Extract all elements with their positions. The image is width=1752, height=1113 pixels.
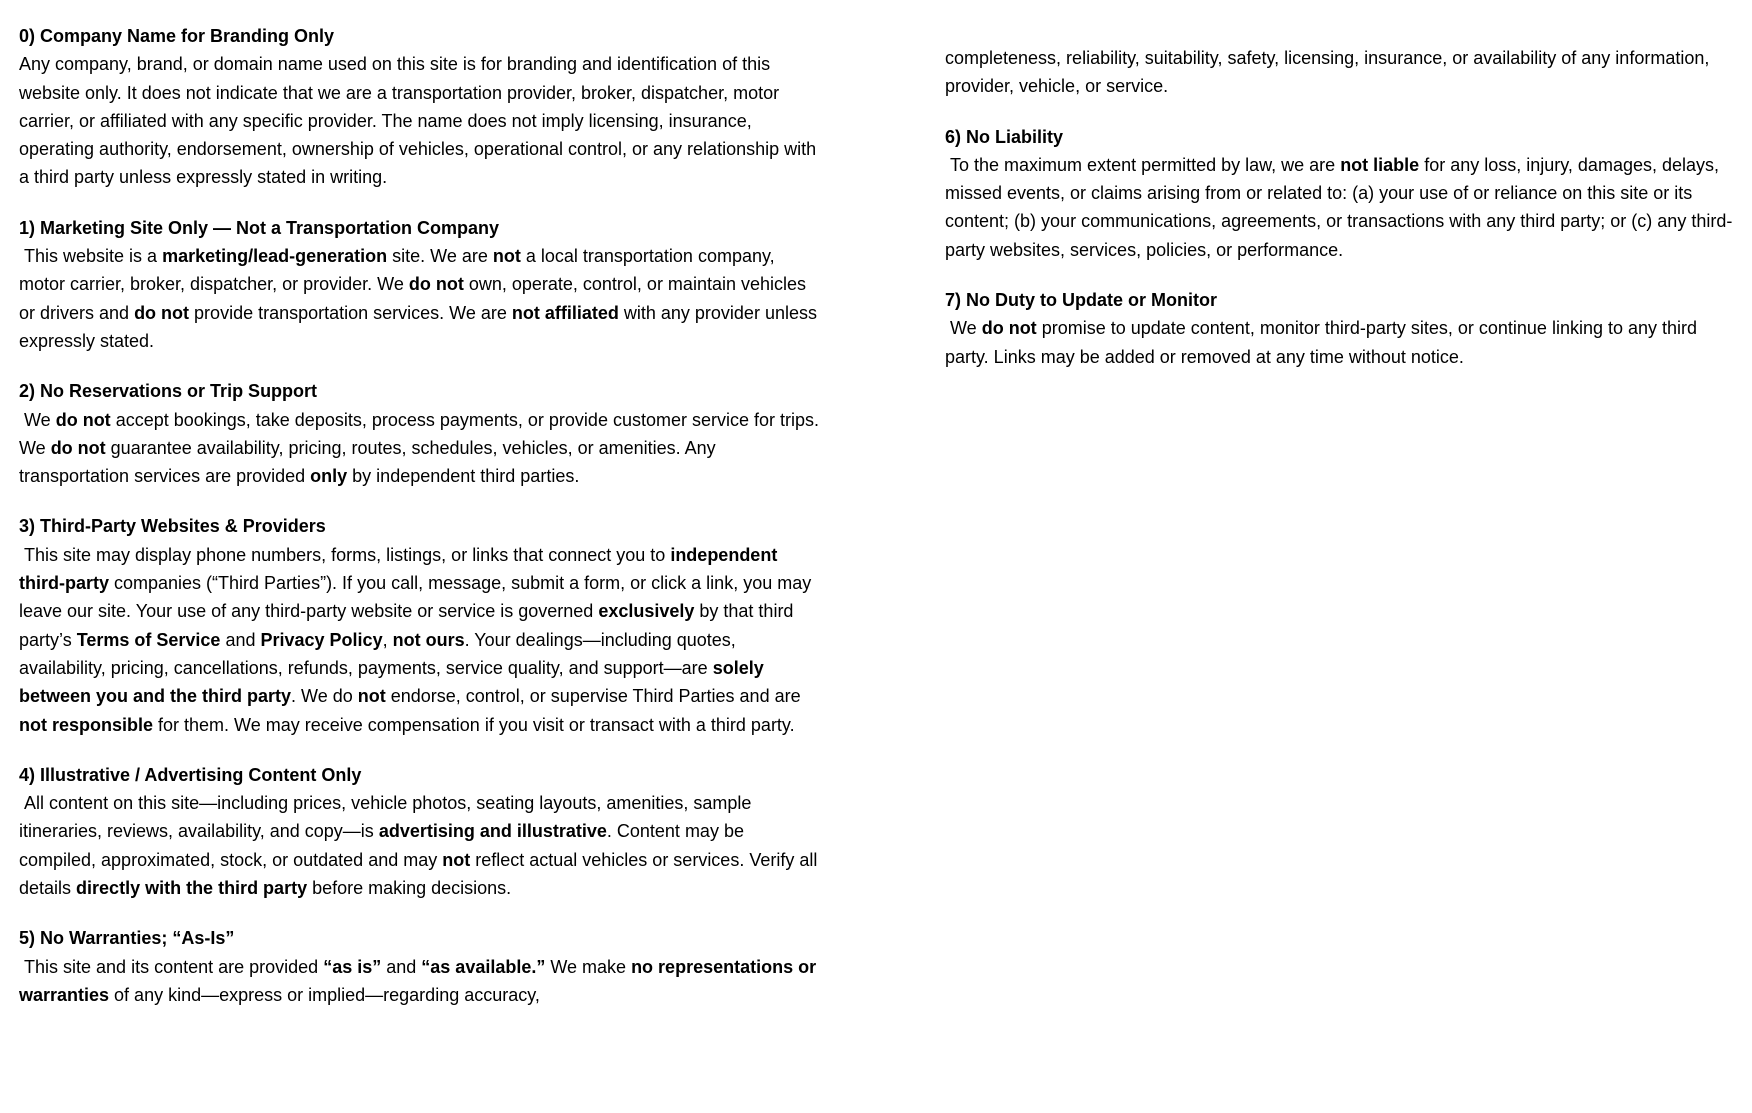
bold-text-run: not affiliated	[511, 302, 619, 323]
bold-text-run: do not	[134, 302, 190, 323]
text-run: provide transportation services. We are	[189, 302, 512, 323]
text-run: We	[19, 409, 56, 430]
bold-text-run: exclusively	[598, 601, 695, 622]
section-heading: 2) No Reservations or Trip Support	[19, 381, 318, 402]
text-run: This site may display phone numbers, forms, listings, or links that connect you to	[19, 544, 671, 565]
bold-text-run: not responsible	[19, 714, 154, 735]
bold-text-run: do not	[50, 437, 106, 458]
left-column	[19, 22, 824, 1009]
bold-text-run: do not	[408, 274, 464, 295]
text-run: endorse, control, or supervise Third Parties and are	[385, 686, 806, 707]
text-run: a local transportation company, motor carrier, broker, dispatcher, or provider. We	[19, 246, 780, 295]
text-run: and	[381, 956, 422, 977]
text-run: before making decisions.	[307, 878, 512, 899]
bold-text-run: not ours	[392, 629, 465, 650]
text-run: with any provider unless expressly stated.	[19, 302, 822, 351]
bold-text-run: solely between you and the third party	[19, 657, 769, 707]
bold-text-run: only	[310, 466, 348, 487]
text-run: completeness, reliability, suitability, safety, licensing, insurance, or availability of any information, provider, vehicle, or service.	[945, 48, 1715, 97]
section-heading: 7) No Duty to Update or Monitor	[945, 290, 1217, 311]
text-run: site. We are	[387, 246, 493, 267]
bold-text-run: do not	[55, 409, 111, 430]
bold-text-run: Privacy Policy	[260, 629, 383, 650]
bold-text-run: marketing/lead-generation	[162, 246, 388, 267]
section-block	[945, 286, 1745, 371]
bold-text-run: not	[492, 246, 521, 267]
bold-text-run: independent third-party	[19, 544, 783, 594]
text-run: accept bookings, take deposits, process payments, or provide customer service for trips. We	[19, 409, 825, 458]
text-run: reflect actual vehicles or services. Verify all details	[19, 849, 823, 899]
text-run: by that third party’s	[19, 601, 799, 650]
text-run: companies (“Third Parties”). If you call, message, submit a form, or click a link, you may leave our site. Your use of any third-party website or service is governed	[19, 573, 817, 622]
section-heading: 0) Company Name for Branding Only	[19, 26, 335, 46]
bold-text-run: not liable	[1340, 154, 1420, 175]
text-run: own, operate, control, or maintain vehicles or drivers and	[19, 274, 812, 323]
section-block	[19, 377, 824, 490]
text-run: This website is a	[19, 246, 163, 267]
text-run: . Your dealings—including quotes, availability, pricing, cancellations, refunds, payments, service quality, and support—are	[19, 629, 741, 678]
text-run: All content on this site—including prices, vehicle photos, seating layouts, amenities, sample itineraries, reviews, availability, and copy—is	[19, 793, 757, 842]
text-run: for any loss, injury, damages, delays, missed events, or claims arising from or related to: (a) your use of or reliance on this site or its content; (b) your communications, agreements, or transactions with any third party; or (c) any third-party websites, services, policies, or performance.	[945, 154, 1733, 260]
text-run: by independent third parties.	[347, 466, 580, 487]
section-block	[19, 512, 824, 738]
text-run: guarantee availability, pricing, routes, schedules, vehicles, or amenities. Any transportation services are provided	[19, 437, 721, 487]
text-run: . We do	[291, 686, 358, 707]
section-heading: 6) No Liability	[945, 126, 1064, 147]
section-heading: 5) No Warranties; “As-Is”	[19, 928, 235, 949]
section-block	[19, 761, 824, 902]
section-heading: 4) Illustrative / Advertising Content Only	[19, 764, 362, 785]
bold-text-run: no representations or warranties	[19, 956, 822, 1005]
text-run: This site and its content are provided	[19, 956, 324, 977]
text-run: We make	[545, 956, 632, 977]
text-run: ,	[382, 629, 393, 650]
bold-text-run: “as is”	[323, 956, 382, 977]
section-block	[945, 123, 1745, 264]
text-run: To the maximum extent permitted by law, we are	[945, 154, 1341, 175]
bold-text-run: directly with the third party	[76, 878, 308, 899]
text-run: for them. We may receive compensation if you visit or transact with a third party.	[153, 714, 795, 735]
section-heading: 1) Marketing Site Only — Not a Transportation Company	[19, 217, 500, 238]
bold-text-run: do not	[981, 318, 1037, 339]
section-heading: 3) Third-Party Websites & Providers	[19, 516, 326, 537]
right-column	[945, 22, 1745, 371]
text-run: promise to update content, monitor third-party sites, or continue linking to any third party. Links may be added or removed at any time without notice.	[945, 318, 1703, 367]
text-run: . Content may be compiled, approximated, stock, or outdated and may	[19, 821, 749, 870]
bold-text-run: advertising and illustrative	[378, 821, 607, 842]
text-run: Any company, brand, or domain name used on this site is for branding and identification of this website only. It does not indicate that we are a transportation provider, broker, dispatcher, motor carrier, or affiliated with any specific provider. The name does not imply licensing, insurance, operating authority, endorsement, ownership of vehicles, operational control, or any relationship with a third party unless expressly stated in writing.	[19, 54, 822, 188]
section-block	[19, 214, 824, 355]
bold-text-run: not	[442, 849, 471, 870]
text-run: We	[945, 318, 982, 339]
bold-text-run: Terms of Service	[76, 629, 221, 650]
bold-text-run: not	[357, 686, 386, 707]
bold-text-run: “as available.”	[421, 956, 546, 977]
continuation-paragraph	[945, 44, 1745, 101]
section-block	[19, 924, 824, 1009]
text-run: and	[220, 629, 261, 650]
text-run: of any kind—express or implied—regarding accuracy,	[109, 984, 540, 1005]
section-block	[19, 22, 824, 192]
